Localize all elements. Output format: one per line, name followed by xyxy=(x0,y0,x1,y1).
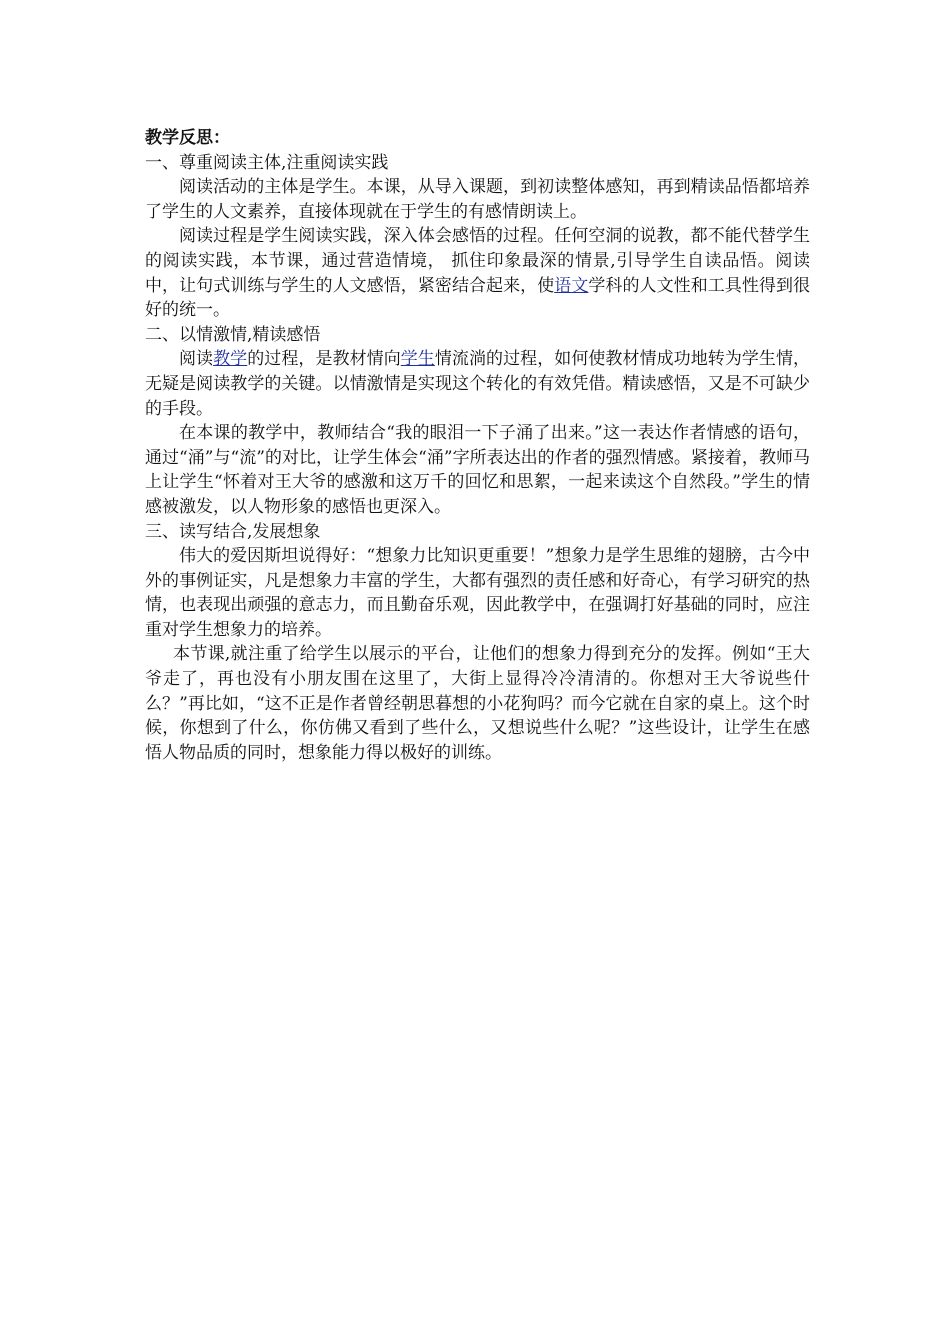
section-1-paragraph-2-text-a: 阅读过程是学生阅读实践，深入体会感悟的过程。任何空洞的说教，都不能代替学生的阅读实践，本节课，通过营造情境， 抓住印象最深的情景,引导学生自读品悟。阅读中，让句式训练与学生的人文感悟，紧密结合起来，使 xyxy=(145,226,810,296)
section-3-paragraph-2: 本节课,就注重了给学生以展示的平台，让他们的想象力得到充分的发挥。例如“王大爷走了，再也没有小朋友围在这里了，大街上显得冷冷清清的。你想对王大爷说些什么？”再比如，“这不正是作者曾经朝思暮想的小花狗吗？而今它就在自家的桌上。这个时候，你想到了什么，你仿佛又看到了些什么，又想说些什么呢？”这些设计，让学生在感悟人物品质的同时，想象能力得以极好的训练。 xyxy=(145,644,810,763)
section-2-paragraph-1 xyxy=(145,347,810,421)
section-2-paragraph-1-text-b: 的过程，是教材情向 xyxy=(247,349,401,370)
section-1-paragraph-2-text-b: 学科的人文性和工具性得到很好的统一。 xyxy=(145,275,811,321)
document-title: 教学反思： xyxy=(145,128,230,148)
section-3-paragraph-1: 伟大的爱因斯坦说得好：“想象力比知识更重要！”想象力是学生思维的翅膀，古今中外的事例证实，凡是想象力丰富的学生，大都有强烈的责任感和好奇心，有学习研究的热情，也表现出顽强的意志力，而且勤奋乐观，因此教学中，在强调打好基础的同时，应注重对学生想象力的培养。 xyxy=(145,546,810,640)
section-2-paragraph-1-text-a: 阅读 xyxy=(179,349,214,370)
section-2-paragraph-2: 在本课的教学中，教师结合“我的眼泪一下子涌了出来。”这一表达作者情感的语句，通过“涌”与“流”的对比，让学生体会“涌”字所表达出的作者的强烈情感。紧接着，教师马上让学生“怀着对王大爷的感激和这万千的回忆和思絮，一起来读这个自然段。”学生的情感被激发，以人物形象的感悟也更深入。 xyxy=(145,423,810,517)
section-heading-3: 三、读写结合,发展想象 xyxy=(145,521,321,542)
link-jiaoxue[interactable]: 教学 xyxy=(213,349,248,370)
section-heading-1: 一、尊重阅读主体,注重阅读实践 xyxy=(145,152,389,173)
section-1-paragraph-1: 阅读活动的主体是学生。本课，从导入课题，到初读整体感知，再到精读品悟都培养了学生的人文素养，直接体现就在于学生的有感情朗读上。 xyxy=(145,177,810,222)
link-xuesheng[interactable]: 学生 xyxy=(400,349,435,370)
section-heading-2: 二、以情激情,精读感悟 xyxy=(145,324,321,345)
document-body xyxy=(145,126,810,765)
link-yuwen[interactable]: 语文 xyxy=(554,275,589,296)
section-1-paragraph-2 xyxy=(145,224,810,322)
section-2-paragraph-1-text-c: 情流淌的过程，如何使教材情成功地转为学生情，无疑是阅读教学的关键。以情激情是实现这个转化的有效凭借。精读感悟，又是不可缺少的手段。 xyxy=(145,349,811,419)
